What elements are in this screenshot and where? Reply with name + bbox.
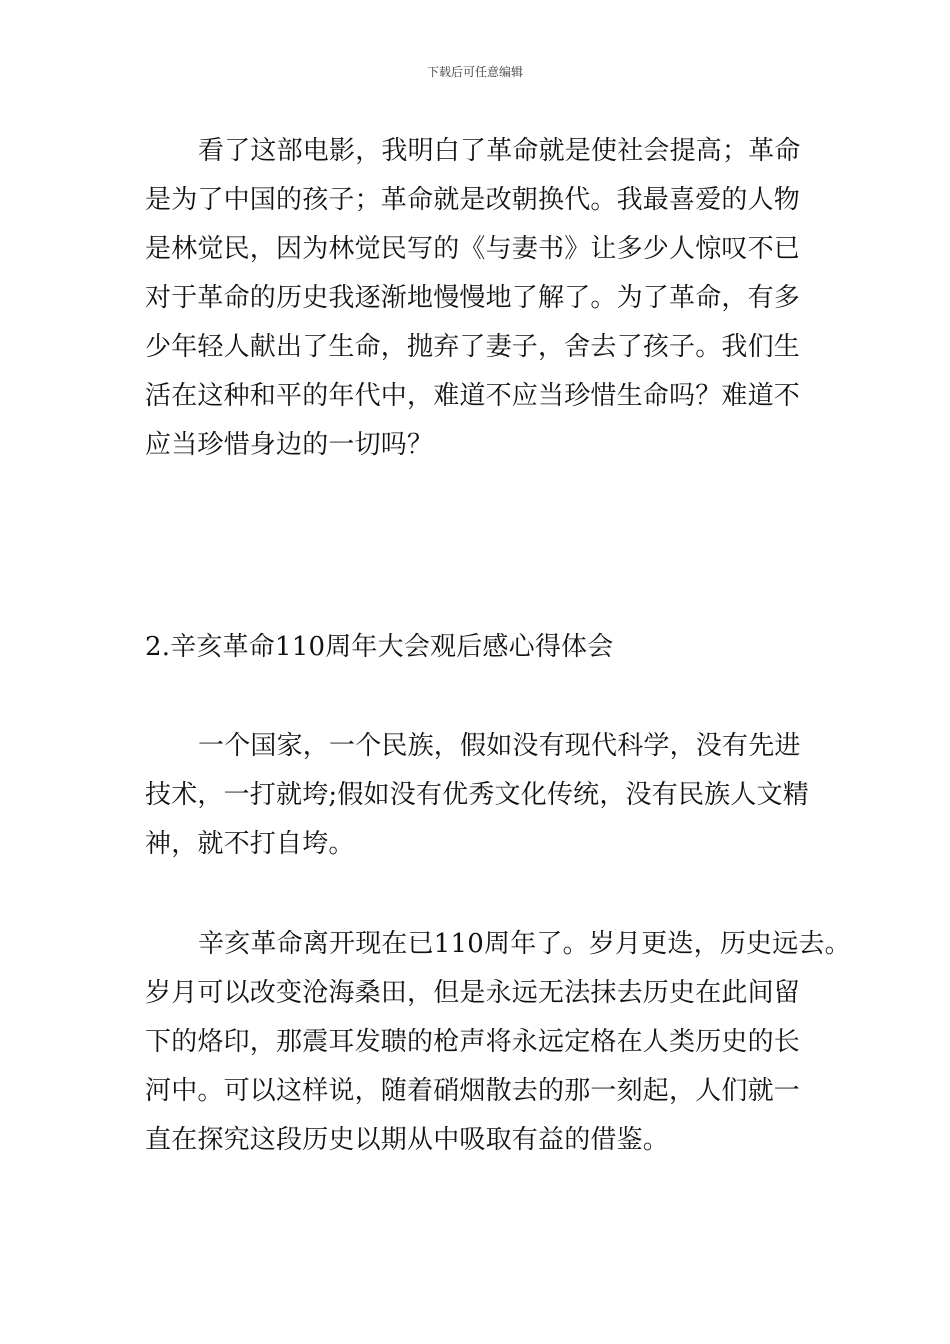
paragraph-line: 对于革命的历史我逐渐地慢慢地了解了。为了革命，有多 <box>145 283 801 313</box>
paragraph-film-reflection <box>145 127 801 470</box>
paragraph-line: 应当珍惜身边的一切吗？ <box>145 430 434 460</box>
paragraph-nation-science <box>145 722 809 869</box>
paragraph-line: 活在这种和平的年代中，难道不应当珍惜生命吗？难道不 <box>145 381 801 411</box>
paragraph-line: 岁月可以改变沧海桑田，但是永远无法抹去历史在此间留 <box>145 978 801 1008</box>
paragraph-line: 一个国家，一个民族，假如没有现代科学，没有先进 <box>198 731 801 761</box>
paragraph-line: 是为了中国的孩子；革命就是改朝换代。我最喜爱的人物 <box>145 185 801 215</box>
paragraph-line: 下的烙印，那震耳发聩的枪声将永远定格在人类历史的长 <box>145 1027 801 1057</box>
paragraph-line: 神，就不打自垮。 <box>145 829 355 859</box>
paragraph-line: 少年轻人献出了生命，抛弃了妻子，舍去了孩子。我们生 <box>145 332 801 362</box>
paragraph-line: 直在探究这段历史以期从中吸取有益的借鉴。 <box>145 1125 670 1155</box>
section-heading-text: 2.辛亥革命110周年大会观后感心得体会 <box>145 632 614 662</box>
section-heading <box>145 623 613 672</box>
page-header: 下载后可任意编辑 <box>426 65 523 79</box>
paragraph-line: 辛亥革命离开现在已110周年了。岁月更迭，历史远去。 <box>198 929 851 959</box>
paragraph-line: 技术，一打就垮;假如没有优秀文化传统，没有民族人文精 <box>145 780 809 810</box>
paragraph-revolution-history <box>145 920 851 1165</box>
paragraph-line: 是林觉民，因为林觉民写的《与妻书》让多少人惊叹不已 <box>145 234 801 264</box>
paragraph-line: 看了这部电影，我明白了革命就是使社会提高；革命 <box>198 136 801 166</box>
paragraph-line: 河中。可以这样说，随着硝烟散去的那一刻起，人们就一 <box>145 1076 801 1106</box>
